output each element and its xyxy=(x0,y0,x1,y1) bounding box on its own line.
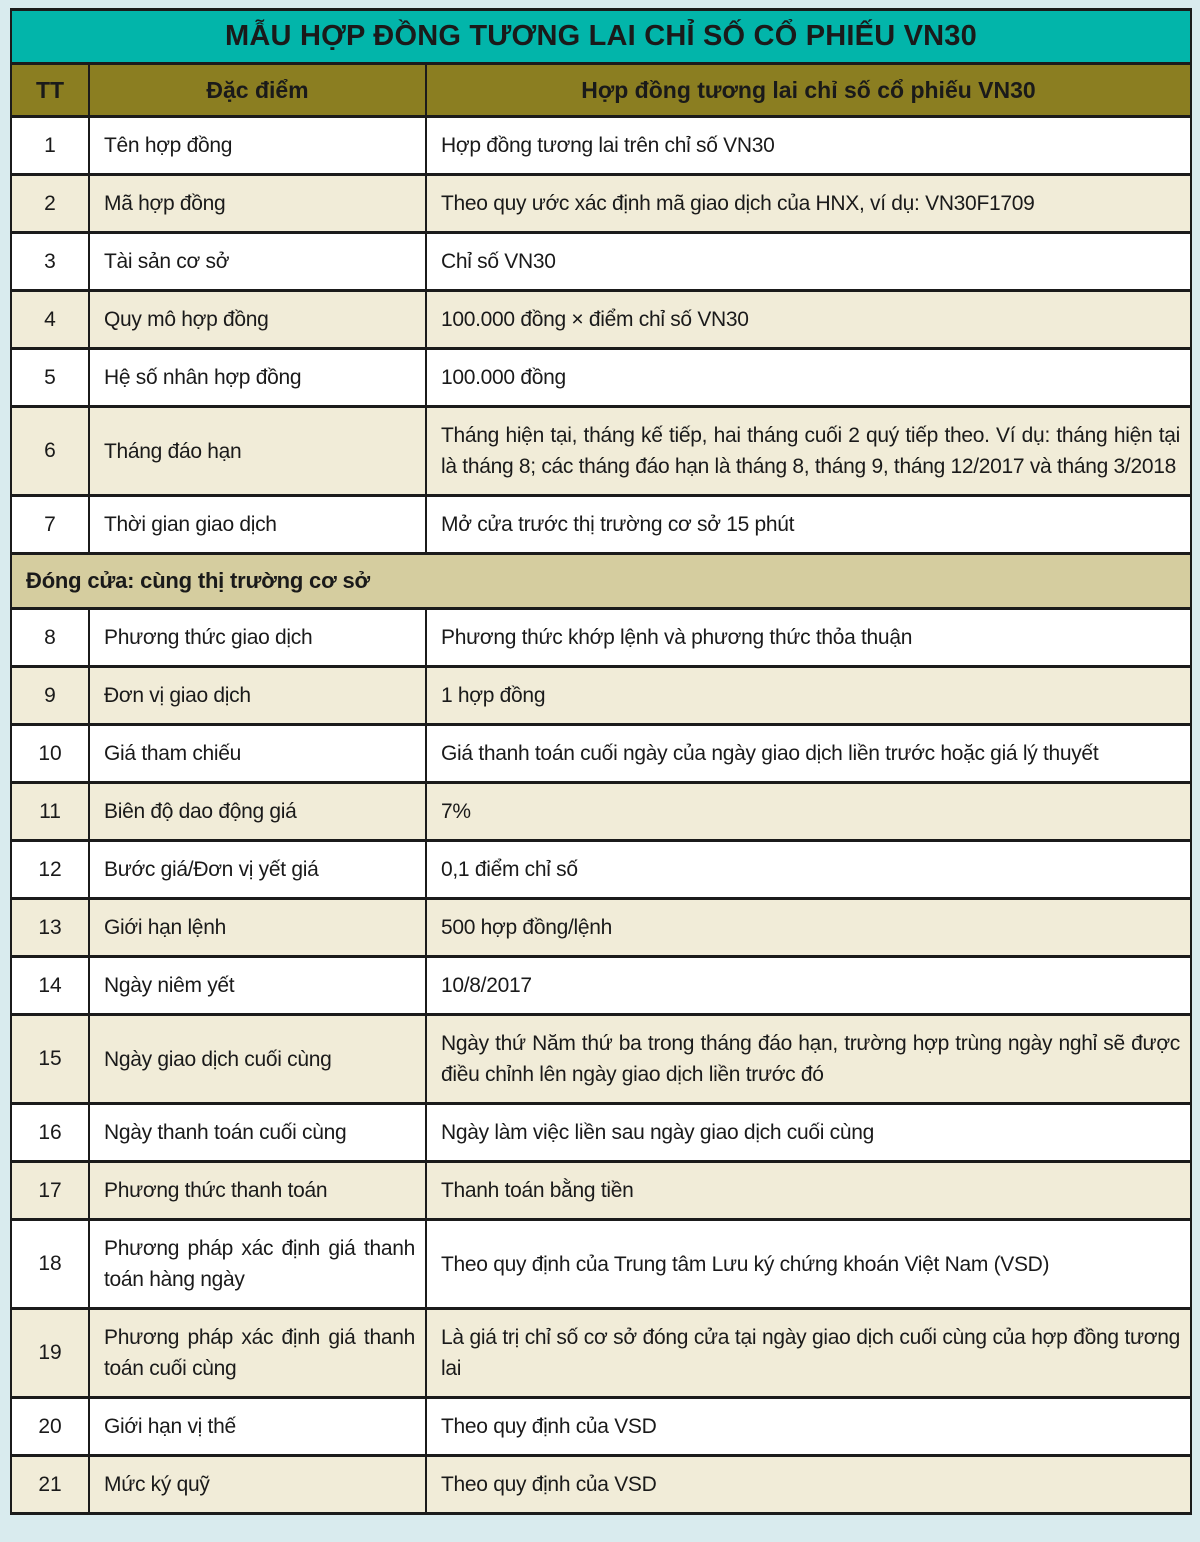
row-number: 1 xyxy=(11,117,89,175)
row-number: 6 xyxy=(11,407,89,496)
row-number: 19 xyxy=(11,1309,89,1398)
row-label: Phương thức giao dịch xyxy=(89,609,426,667)
row-number: 13 xyxy=(11,899,89,957)
table-row xyxy=(11,725,1191,783)
table-row xyxy=(11,407,1191,496)
row-label: Mức ký quỹ xyxy=(89,1456,426,1514)
column-header-contract: Hợp đồng tương lai chỉ số cổ phiếu VN30 xyxy=(426,64,1191,117)
row-label: Giới hạn vị thế xyxy=(89,1398,426,1456)
row-label: Đơn vị giao dịch xyxy=(89,667,426,725)
row-value: Chỉ số VN30 xyxy=(426,233,1191,291)
column-header-characteristic: Đặc điểm xyxy=(89,64,426,117)
row-label: Quy mô hợp đồng xyxy=(89,291,426,349)
row-number: 18 xyxy=(11,1220,89,1309)
row-label: Mã hợp đồng xyxy=(89,175,426,233)
contract-spec-table xyxy=(10,8,1192,1515)
row-number: 9 xyxy=(11,667,89,725)
table-row xyxy=(11,667,1191,725)
row-value: Tháng hiện tại, tháng kế tiếp, hai tháng cuối 2 quý tiếp theo. Ví dụ: tháng hiện tại là tháng 8; các tháng đáo hạn là tháng 8, tháng 9, tháng 12/2017 và tháng 3/2018 xyxy=(426,407,1191,496)
row-number: 15 xyxy=(11,1015,89,1104)
row-value: 100.000 đồng × điểm chỉ số VN30 xyxy=(426,291,1191,349)
table-row xyxy=(11,496,1191,554)
table-row xyxy=(11,1398,1191,1456)
table-row xyxy=(11,609,1191,667)
row-number: 2 xyxy=(11,175,89,233)
table-row xyxy=(11,1220,1191,1309)
row-number: 10 xyxy=(11,725,89,783)
table-row xyxy=(11,1309,1191,1398)
row-value: 7% xyxy=(426,783,1191,841)
table-row xyxy=(11,841,1191,899)
table-row xyxy=(11,233,1191,291)
row-value: Ngày thứ Năm thứ ba trong tháng đáo hạn, trường hợp trùng ngày nghỉ sẽ được điều chỉnh lên ngày giao dịch liền trước đó xyxy=(426,1015,1191,1104)
row-number: 17 xyxy=(11,1162,89,1220)
table-row xyxy=(11,1456,1191,1514)
table-row xyxy=(11,1015,1191,1104)
column-header-tt: TT xyxy=(11,64,89,117)
row-number: 12 xyxy=(11,841,89,899)
table-row xyxy=(11,349,1191,407)
row-label: Phương pháp xác định giá thanh toán hàng ngày xyxy=(89,1220,426,1309)
table-row xyxy=(11,1162,1191,1220)
table-row xyxy=(11,957,1191,1015)
row-value: 0,1 điểm chỉ số xyxy=(426,841,1191,899)
row-number: 21 xyxy=(11,1456,89,1514)
row-number: 11 xyxy=(11,783,89,841)
row-value: Phương thức khớp lệnh và phương thức thỏa thuận xyxy=(426,609,1191,667)
table-row xyxy=(11,291,1191,349)
row-label: Biên độ dao động giá xyxy=(89,783,426,841)
row-value: Theo quy định của VSD xyxy=(426,1456,1191,1514)
row-number: 5 xyxy=(11,349,89,407)
row-value: 10/8/2017 xyxy=(426,957,1191,1015)
row-value: Theo quy định của Trung tâm Lưu ký chứng khoán Việt Nam (VSD) xyxy=(426,1220,1191,1309)
row-value: 500 hợp đồng/lệnh xyxy=(426,899,1191,957)
section-row-label: Đóng cửa: cùng thị trường cơ sở xyxy=(11,554,1191,609)
row-value: Giá thanh toán cuối ngày của ngày giao dịch liền trước hoặc giá lý thuyết xyxy=(426,725,1191,783)
table-row xyxy=(11,175,1191,233)
row-label: Tên hợp đồng xyxy=(89,117,426,175)
row-number: 20 xyxy=(11,1398,89,1456)
row-label: Giá tham chiếu xyxy=(89,725,426,783)
row-number: 3 xyxy=(11,233,89,291)
row-label: Thời gian giao dịch xyxy=(89,496,426,554)
table-header-row xyxy=(11,64,1191,117)
table-row xyxy=(11,117,1191,175)
row-number: 4 xyxy=(11,291,89,349)
row-number: 16 xyxy=(11,1104,89,1162)
row-value: Là giá trị chỉ số cơ sở đóng cửa tại ngày giao dịch cuối cùng của hợp đồng tương lai xyxy=(426,1309,1191,1398)
row-label: Phương pháp xác định giá thanh toán cuối cùng xyxy=(89,1309,426,1398)
table-row xyxy=(11,1104,1191,1162)
row-label: Ngày giao dịch cuối cùng xyxy=(89,1015,426,1104)
row-label: Tháng đáo hạn xyxy=(89,407,426,496)
table-title-row xyxy=(11,10,1191,64)
table-body xyxy=(11,117,1191,1514)
row-value: 1 hợp đồng xyxy=(426,667,1191,725)
row-number: 8 xyxy=(11,609,89,667)
row-value: Ngày làm việc liền sau ngày giao dịch cuối cùng xyxy=(426,1104,1191,1162)
table-title: MẪU HỢP ĐỒNG TƯƠNG LAI CHỈ SỐ CỔ PHIẾU VN30 xyxy=(11,10,1191,64)
row-number: 7 xyxy=(11,496,89,554)
table-row xyxy=(11,783,1191,841)
row-value: Thanh toán bằng tiền xyxy=(426,1162,1191,1220)
row-value: Theo quy định của VSD xyxy=(426,1398,1191,1456)
row-value: Hợp đồng tương lai trên chỉ số VN30 xyxy=(426,117,1191,175)
row-label: Bước giá/Đơn vị yết giá xyxy=(89,841,426,899)
row-label: Ngày niêm yết xyxy=(89,957,426,1015)
section-row xyxy=(11,554,1191,609)
table-row xyxy=(11,899,1191,957)
row-label: Tài sản cơ sở xyxy=(89,233,426,291)
row-value: Theo quy ước xác định mã giao dịch của HNX, ví dụ: VN30F1709 xyxy=(426,175,1191,233)
row-label: Phương thức thanh toán xyxy=(89,1162,426,1220)
row-label: Ngày thanh toán cuối cùng xyxy=(89,1104,426,1162)
row-value: Mở cửa trước thị trường cơ sở 15 phút xyxy=(426,496,1191,554)
row-number: 14 xyxy=(11,957,89,1015)
row-label: Giới hạn lệnh xyxy=(89,899,426,957)
row-value: 100.000 đồng xyxy=(426,349,1191,407)
row-label: Hệ số nhân hợp đồng xyxy=(89,349,426,407)
